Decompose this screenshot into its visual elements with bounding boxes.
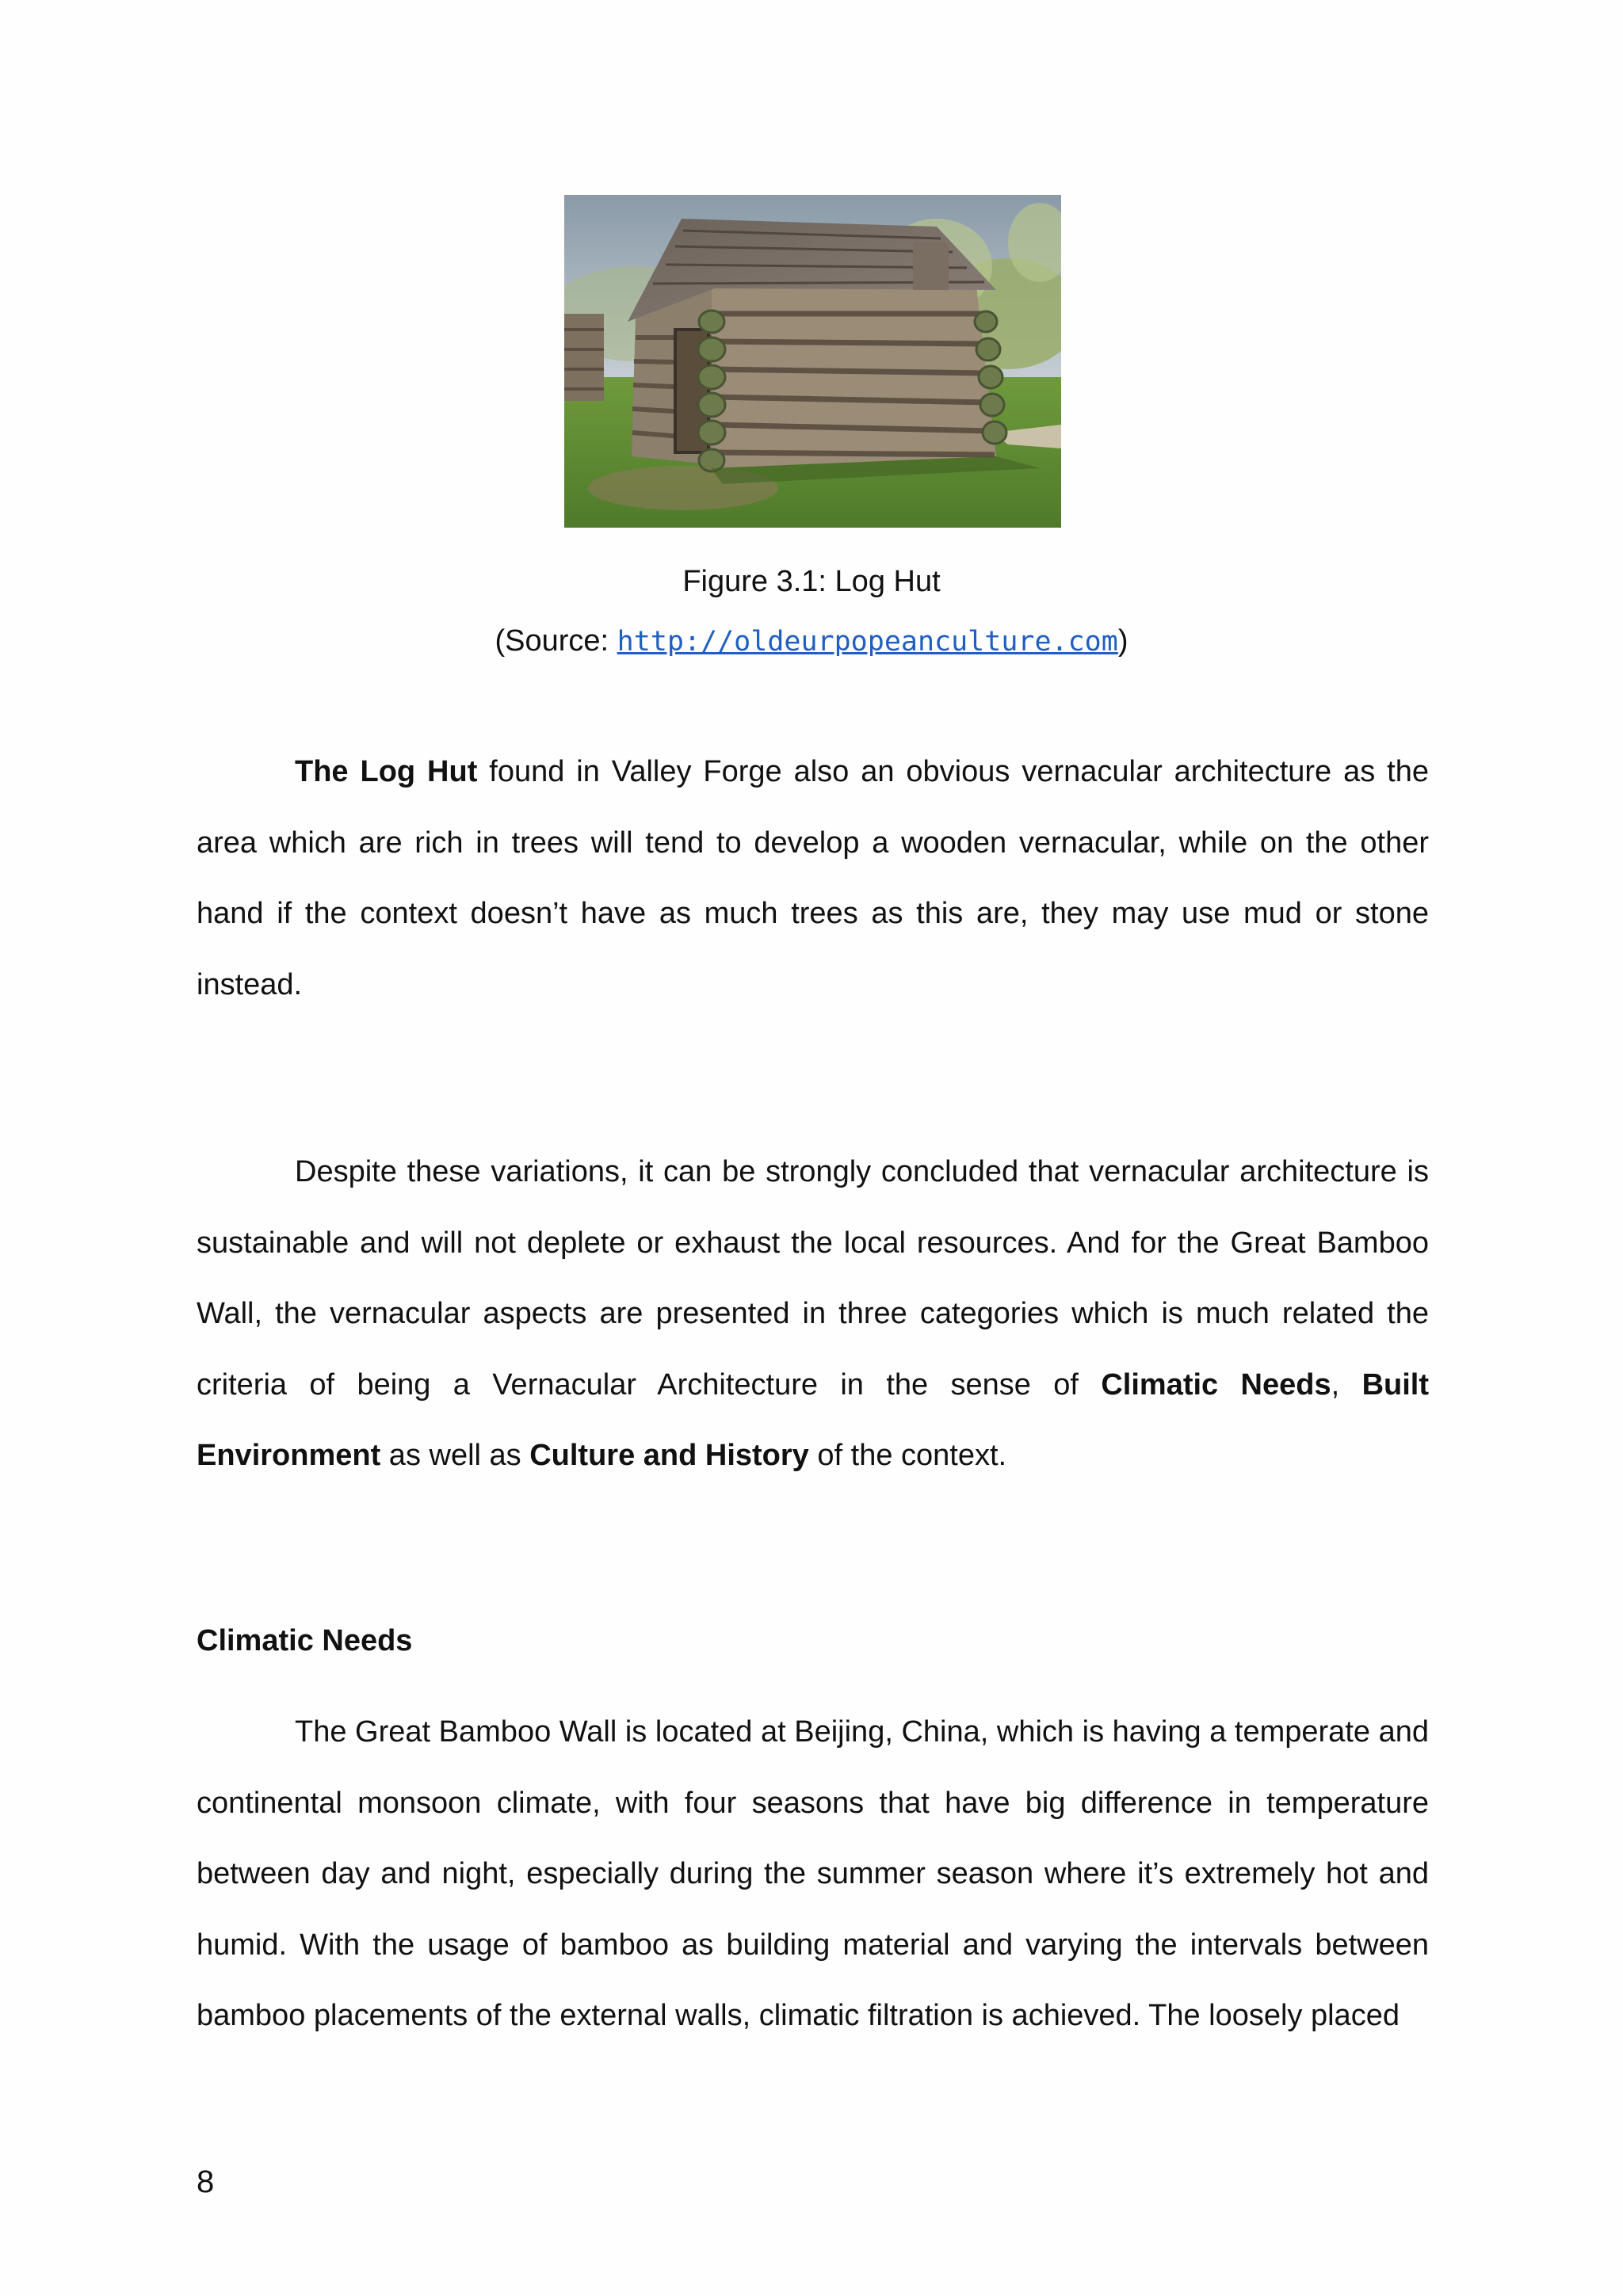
bold-term-built-environment: Built Environment <box>197 1367 1429 1472</box>
bold-term-climatic-needs: Climatic Needs <box>1101 1367 1331 1402</box>
paragraph-text: The Great Bamboo Wall is located at Beijing, China, which is having a temperate and continental monsoon climate, with four seasons that have big difference in temperature between day and night, especially during the summer season where it’s extremely hot and humid. With the usage of bamboo as building material and varying the intervals between bamboo placements of the external walls, climatic filtration is achieved. The loosely placed <box>197 1715 1429 2032</box>
source-prefix: (Source: <box>495 624 617 658</box>
bold-term-log-hut: The Log Hut <box>295 755 478 788</box>
paragraph-text: found in Valley Forge also an obvious vernacular architecture as the area which are rich in trees will tend to develop a wooden vernacular, while on the other hand if the context doesn’t have as much trees as this are, they may use mud or stone instead. <box>197 755 1429 1001</box>
figure-caption: Figure 3.1: Log Hut <box>682 565 941 598</box>
source-suffix: ) <box>1117 624 1128 658</box>
figure-source <box>0 624 1623 660</box>
source-link[interactable]: http://oldeurpopeanculture.com <box>617 626 1118 658</box>
page-number: 8 <box>197 2164 215 2199</box>
paragraph-text: Despite these variations, it can be strongly concluded that vernacular architecture is sustainable and will not deplete or exhaust the local resources. And for the Great Bamboo Wall, the vernacular aspects are presented in three categories which is much related the criteria of being a Vernacular Architecture in the sense of <box>197 1155 1429 1402</box>
paragraph-climate <box>197 1697 1429 2052</box>
paragraph-log-hut <box>197 737 1429 1020</box>
bold-term-culture-history: Culture and History <box>529 1439 809 1472</box>
paragraph-text: as well as <box>380 1439 530 1472</box>
paragraph-text: of the context. <box>808 1439 1007 1472</box>
paragraph-text: , <box>1331 1367 1362 1402</box>
log-hut-illustration <box>564 195 1061 528</box>
log-hut-photo <box>564 195 1061 528</box>
section-heading: Climatic Needs <box>197 1624 413 1657</box>
paragraph-conclusion <box>197 1137 1429 1492</box>
